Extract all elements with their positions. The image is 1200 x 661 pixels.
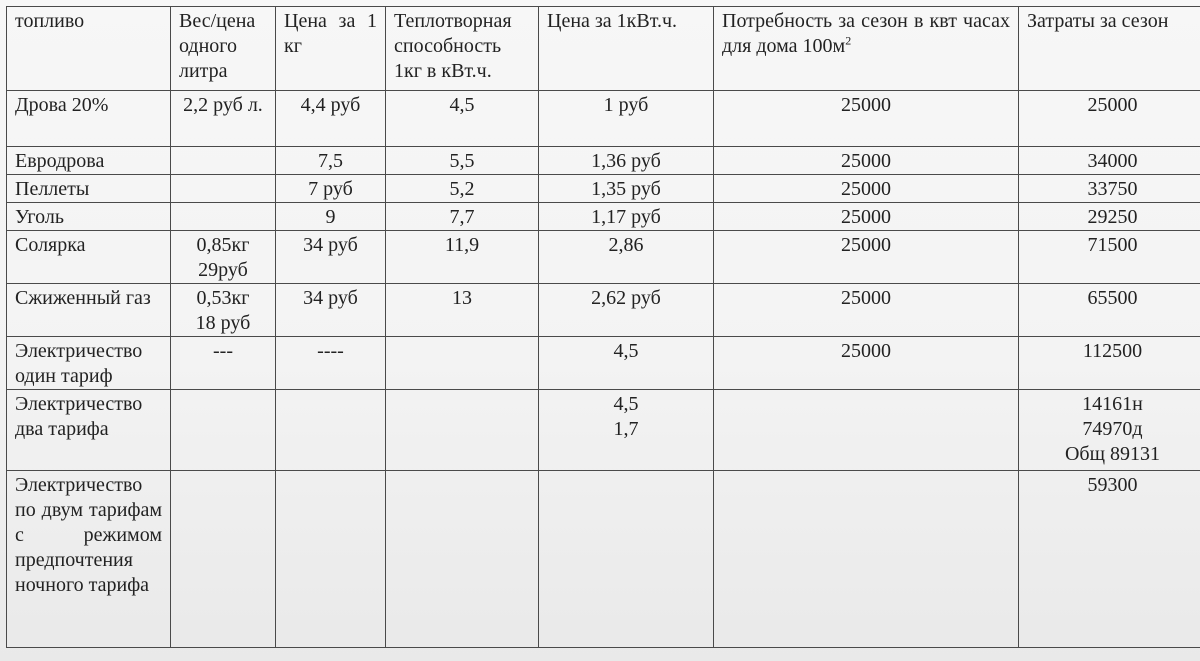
cell-price-kg: ----	[276, 337, 386, 390]
cell-price-kwh: 1,17 руб	[539, 203, 714, 231]
cell-price-kwh: 4,5	[539, 337, 714, 390]
cell-fuel: Уголь	[7, 203, 171, 231]
cell-fuel: Пеллеты	[7, 175, 171, 203]
cell-demand	[714, 390, 1019, 471]
cell-price-kg: 7 руб	[276, 175, 386, 203]
cell-calorific: 5,2	[386, 175, 539, 203]
cell-price-kwh: 2,86	[539, 231, 714, 284]
table-header-row	[7, 7, 1200, 91]
table-row	[7, 390, 1200, 471]
cell-price-kg: 9	[276, 203, 386, 231]
cell-weight-price	[171, 471, 276, 648]
cell-costs: 71500	[1019, 231, 1200, 284]
cell-weight-price	[171, 147, 276, 175]
cell-costs: 25000	[1019, 91, 1200, 147]
cell-demand: 25000	[714, 147, 1019, 175]
cell-fuel: Евродрова	[7, 147, 171, 175]
header-season-demand-text: Потребность за сезон в квт часах для дома 100м	[722, 10, 1010, 57]
cell-price-kg: 34 руб	[276, 284, 386, 337]
cell-weight-price: 0,53кг 18 руб	[171, 284, 276, 337]
header-calorific-value: Теплотворная способность 1кг в кВт.ч.	[386, 7, 539, 91]
cell-calorific	[386, 390, 539, 471]
cell-price-kg: 4,4 руб	[276, 91, 386, 147]
cell-demand: 25000	[714, 337, 1019, 390]
cell-costs: 33750	[1019, 175, 1200, 203]
cell-calorific: 11,9	[386, 231, 539, 284]
cell-fuel: Сжиженный газ	[7, 284, 171, 337]
table-row	[7, 203, 1200, 231]
cell-costs: 65500	[1019, 284, 1200, 337]
fuel-cost-table	[6, 6, 1200, 648]
cell-fuel: Электричество один тариф	[7, 337, 171, 390]
cell-weight-price: 0,85кг 29руб	[171, 231, 276, 284]
table-row	[7, 231, 1200, 284]
cell-costs: 112500	[1019, 337, 1200, 390]
cell-price-kg: 7,5	[276, 147, 386, 175]
cell-costs: 29250	[1019, 203, 1200, 231]
header-price-per-kwh: Цена за 1кВт.ч.	[539, 7, 714, 91]
table-row	[7, 147, 1200, 175]
cell-price-kwh: 4,5 1,7	[539, 390, 714, 471]
table-row	[7, 471, 1200, 648]
cell-demand: 25000	[714, 284, 1019, 337]
document-page	[6, 6, 1200, 648]
header-season-costs: Затраты за сезон	[1019, 7, 1200, 91]
cell-calorific: 5,5	[386, 147, 539, 175]
cell-fuel: Электричество по двум тарифам с режимом предпочтения ночного тарифа	[7, 471, 171, 648]
table-row	[7, 337, 1200, 390]
cell-costs: 14161н 74970д Общ 89131	[1019, 390, 1200, 471]
cell-price-kg	[276, 471, 386, 648]
cell-calorific	[386, 471, 539, 648]
header-price-per-kg: Цена за 1 кг	[276, 7, 386, 91]
cell-price-kwh	[539, 471, 714, 648]
header-season-demand	[714, 7, 1019, 91]
cell-fuel: Дрова 20%	[7, 91, 171, 147]
cell-price-kg: 34 руб	[276, 231, 386, 284]
cell-weight-price: ---	[171, 337, 276, 390]
cell-price-kwh: 1 руб	[539, 91, 714, 147]
table-row	[7, 175, 1200, 203]
cell-price-kg	[276, 390, 386, 471]
cell-weight-price	[171, 390, 276, 471]
cell-price-kwh: 1,35 руб	[539, 175, 714, 203]
cell-demand: 25000	[714, 231, 1019, 284]
cell-fuel: Солярка	[7, 231, 171, 284]
cell-demand: 25000	[714, 203, 1019, 231]
header-superscript: 2	[845, 33, 852, 48]
cell-calorific: 7,7	[386, 203, 539, 231]
cell-price-kwh: 2,62 руб	[539, 284, 714, 337]
cell-calorific: 13	[386, 284, 539, 337]
cell-calorific: 4,5	[386, 91, 539, 147]
cell-calorific	[386, 337, 539, 390]
cell-weight-price	[171, 203, 276, 231]
header-fuel: топливо	[7, 7, 171, 91]
cell-fuel: Электричество два тарифа	[7, 390, 171, 471]
cell-demand	[714, 471, 1019, 648]
table-row	[7, 284, 1200, 337]
cell-price-kwh: 1,36 руб	[539, 147, 714, 175]
table-row	[7, 91, 1200, 147]
header-weight-price-per-liter: Вес/цена одного литра	[171, 7, 276, 91]
cell-costs: 59300	[1019, 471, 1200, 648]
cell-demand: 25000	[714, 91, 1019, 147]
cell-weight-price: 2,2 руб л.	[171, 91, 276, 147]
cell-costs: 34000	[1019, 147, 1200, 175]
cell-weight-price	[171, 175, 276, 203]
cell-demand: 25000	[714, 175, 1019, 203]
